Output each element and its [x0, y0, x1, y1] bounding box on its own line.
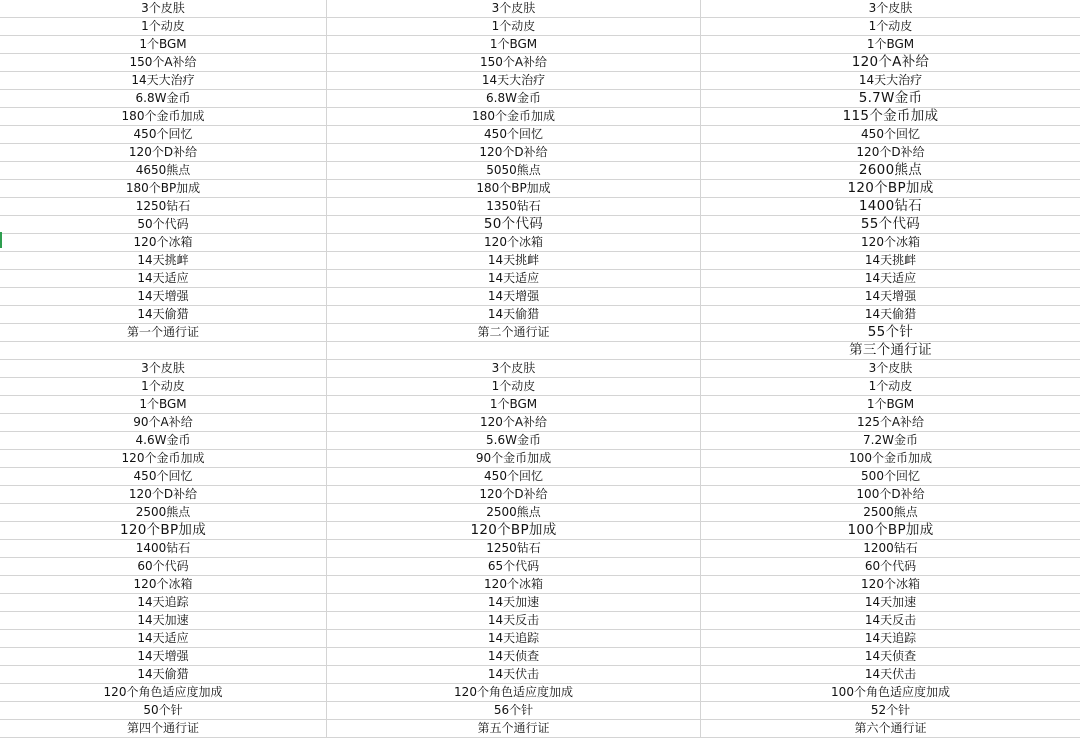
table-cell[interactable]: 60个代码: [0, 558, 327, 576]
table-cell[interactable]: 14天适应: [0, 270, 327, 288]
table-cell[interactable]: 90个A补给: [0, 414, 327, 432]
table-cell[interactable]: 50个代码: [0, 216, 327, 234]
table-cell[interactable]: 120个冰箱: [861, 235, 920, 249]
table-cell[interactable]: 120个D补给: [0, 486, 327, 504]
table-cell[interactable]: 5.6W金币: [327, 432, 701, 450]
table-cell[interactable]: 1350钻石: [327, 198, 701, 216]
table-row: [0, 576, 1080, 594]
table-cell[interactable]: 100个金币加成: [849, 451, 932, 465]
table-row: [0, 288, 1080, 306]
table-cell[interactable]: 14天大治疗: [0, 72, 327, 90]
table-cell[interactable]: 120个角色适应度加成: [0, 684, 327, 702]
table-cell[interactable]: 4650熊点: [0, 162, 327, 180]
table-row: [0, 378, 1080, 396]
table-cell[interactable]: 2500熊点: [863, 505, 918, 519]
table-cell[interactable]: 第三个通行证: [849, 342, 932, 358]
table-row: [0, 450, 1080, 468]
table-cell[interactable]: 120个BP加成: [0, 522, 327, 540]
table-cell[interactable]: 第五个通行证: [327, 720, 701, 738]
table-row: [0, 90, 1080, 108]
table-row: [0, 504, 1080, 522]
table-cell[interactable]: 120个D补给: [856, 145, 925, 159]
table-cell[interactable]: 3个皮肤: [327, 0, 701, 18]
table-cell[interactable]: 2500熊点: [327, 504, 701, 522]
table-cell[interactable]: 120个冰箱: [327, 576, 701, 594]
table-cell[interactable]: 500个回忆: [861, 469, 920, 483]
table-cell[interactable]: 1个BGM: [327, 36, 701, 54]
table-row: [0, 702, 1080, 720]
table-cell[interactable]: 14天适应: [864, 271, 917, 285]
table-cell[interactable]: 125个A补给: [856, 415, 925, 429]
table-row: [0, 540, 1080, 558]
table-row: [0, 234, 1080, 252]
table-row: [0, 612, 1080, 630]
table-cell[interactable]: 6.8W金币: [0, 90, 327, 108]
table-cell[interactable]: 1个动皮: [868, 19, 913, 33]
table-cell[interactable]: 14天加速: [327, 594, 701, 612]
table-cell[interactable]: 14天加速: [0, 612, 327, 630]
table-cell[interactable]: 1个BGM: [327, 396, 701, 414]
table-cell[interactable]: 3个皮肤: [868, 1, 913, 15]
table-cell[interactable]: 65个代码: [327, 558, 701, 576]
table-cell[interactable]: 120个冰箱: [327, 234, 701, 252]
table-row: [0, 36, 1080, 54]
table-cell[interactable]: 1个动皮: [327, 378, 701, 396]
table-cell[interactable]: 14天大治疗: [858, 73, 923, 87]
table-cell[interactable]: 1个动皮: [868, 379, 913, 393]
table-cell[interactable]: 100个角色适应度加成: [831, 685, 950, 699]
table-cell[interactable]: 14天增强: [864, 289, 917, 303]
table-cell[interactable]: 14天反击: [864, 613, 917, 627]
table-cell[interactable]: 14天伏击: [327, 666, 701, 684]
table-cell[interactable]: 3个皮肤: [868, 361, 913, 375]
table-row: [0, 648, 1080, 666]
table-cell[interactable]: 52个针: [870, 703, 911, 717]
table-row: [0, 594, 1080, 612]
table-cell[interactable]: 450个回忆: [861, 127, 920, 141]
table-row: [0, 666, 1080, 684]
table-cell[interactable]: 115个金币加成: [842, 108, 939, 124]
table-cell[interactable]: 180个金币加成: [327, 108, 701, 126]
table-cell[interactable]: 90个金币加成: [327, 450, 701, 468]
table-cell[interactable]: 3个皮肤: [0, 360, 327, 378]
table-row: [0, 414, 1080, 432]
table-row: [0, 198, 1080, 216]
table-cell[interactable]: 14天大治疗: [327, 72, 701, 90]
table-cell[interactable]: 14天挑衅: [0, 252, 327, 270]
table-cell[interactable]: 14天追踪: [864, 631, 917, 645]
table-cell[interactable]: 120个D补给: [0, 144, 327, 162]
table-cell[interactable]: 14天侦查: [327, 648, 701, 666]
table-cell[interactable]: 120个冰箱: [0, 576, 327, 594]
table-cell[interactable]: 55个针: [867, 324, 914, 340]
table-row: [0, 558, 1080, 576]
table-cell[interactable]: 5.7W金币: [858, 90, 923, 106]
table-cell[interactable]: 第一个通行证: [0, 324, 327, 342]
table-cell[interactable]: 14天偷猎: [864, 307, 917, 321]
table-cell[interactable]: 180个BP加成: [0, 180, 327, 198]
table-cell[interactable]: 14天伏击: [864, 667, 917, 681]
table-row: [0, 306, 1080, 324]
table-row: [0, 54, 1080, 72]
table-row: [0, 486, 1080, 504]
table-row: [0, 720, 1080, 738]
table-cell[interactable]: 14天偷猎: [0, 666, 327, 684]
table-cell[interactable]: 120个BP加成: [847, 180, 934, 196]
row-marker: [0, 232, 2, 248]
table-cell[interactable]: 120个冰箱: [861, 577, 920, 591]
table-row: [0, 252, 1080, 270]
table-cell[interactable]: 100个BP加成: [847, 522, 934, 538]
table-cell[interactable]: 7.2W金币: [863, 433, 918, 447]
table-cell[interactable]: 1250钻石: [327, 540, 701, 558]
table-cell[interactable]: 14天增强: [327, 288, 701, 306]
table-row: [0, 396, 1080, 414]
table-row: [0, 684, 1080, 702]
table-row: [0, 432, 1080, 450]
table-cell[interactable]: 2500熊点: [0, 504, 327, 522]
table-cell[interactable]: 1250钻石: [0, 198, 327, 216]
table-cell[interactable]: 120个D补给: [327, 486, 701, 504]
table-row: [0, 630, 1080, 648]
table-cell[interactable]: [327, 342, 701, 360]
table-row: [0, 0, 1080, 18]
table-row: [0, 216, 1080, 234]
table-row: [0, 360, 1080, 378]
table-cell[interactable]: 14天增强: [0, 648, 327, 666]
table-cell[interactable]: 150个A补给: [0, 54, 327, 72]
table-cell[interactable]: 5050熊点: [327, 162, 701, 180]
table-cell[interactable]: 60个代码: [864, 559, 917, 573]
table-cell[interactable]: 1个BGM: [866, 397, 915, 411]
table-cell[interactable]: 50个代码: [327, 216, 701, 234]
table-cell[interactable]: 450个回忆: [327, 126, 701, 144]
table-row: [0, 342, 1080, 360]
table-row: [0, 180, 1080, 198]
table-cell[interactable]: 1个BGM: [0, 36, 327, 54]
table-cell[interactable]: 1个动皮: [0, 18, 327, 36]
table-cell[interactable]: 450个回忆: [0, 468, 327, 486]
table-cell[interactable]: 450个回忆: [327, 468, 701, 486]
table-cell[interactable]: 120个D补给: [327, 144, 701, 162]
table-cell[interactable]: 1个BGM: [0, 396, 327, 414]
table-cell[interactable]: 14天加速: [864, 595, 917, 609]
table-cell[interactable]: 14天侦查: [864, 649, 917, 663]
table-cell[interactable]: 1400钻石: [858, 198, 923, 214]
table-cell[interactable]: 14天适应: [327, 270, 701, 288]
table-cell[interactable]: 3个皮肤: [0, 0, 327, 18]
table-cell[interactable]: 第二个通行证: [327, 324, 701, 342]
table-cell[interactable]: 6.8W金币: [327, 90, 701, 108]
table-cell[interactable]: 2600熊点: [858, 162, 923, 178]
table-row: [0, 72, 1080, 90]
table-cell[interactable]: 450个回忆: [0, 126, 327, 144]
table-cell[interactable]: 14天增强: [0, 288, 327, 306]
table-row: [0, 162, 1080, 180]
table-cell[interactable]: 150个A补给: [327, 54, 701, 72]
table-cell[interactable]: 180个BP加成: [327, 180, 701, 198]
table-cell[interactable]: 14天偷猎: [327, 306, 701, 324]
table-cell[interactable]: 1个BGM: [866, 37, 915, 51]
table-row: [0, 324, 1080, 342]
table-cell[interactable]: 1200钻石: [863, 541, 918, 555]
table-row: [0, 468, 1080, 486]
table-row: [0, 18, 1080, 36]
table-cell[interactable]: 120个金币加成: [0, 450, 327, 468]
table-cell[interactable]: 14天追踪: [0, 594, 327, 612]
table-cell[interactable]: 120个A补给: [327, 414, 701, 432]
table-cell[interactable]: 120个冰箱: [0, 234, 327, 252]
table-cell[interactable]: [0, 342, 327, 360]
table-cell[interactable]: 1个动皮: [327, 18, 701, 36]
table-cell[interactable]: 14天适应: [0, 630, 327, 648]
table-row: [0, 108, 1080, 126]
table-cell[interactable]: 14天反击: [327, 612, 701, 630]
table-row: [0, 270, 1080, 288]
table-row: [0, 144, 1080, 162]
table-cell[interactable]: 4.6W金币: [0, 432, 327, 450]
table-cell[interactable]: 55个代码: [860, 216, 921, 232]
table-cell[interactable]: 56个针: [327, 702, 701, 720]
table-cell[interactable]: 14天挑衅: [864, 253, 917, 267]
table-row: [0, 522, 1080, 540]
table-cell[interactable]: 120个角色适应度加成: [327, 684, 701, 702]
table-cell[interactable]: 120个A补给: [851, 54, 930, 70]
table-cell[interactable]: 第六个通行证: [854, 721, 927, 735]
table-cell[interactable]: 50个针: [0, 702, 327, 720]
table-cell[interactable]: 第四个通行证: [0, 720, 327, 738]
table-cell[interactable]: 14天挑衅: [327, 252, 701, 270]
table-cell[interactable]: 180个金币加成: [0, 108, 327, 126]
table-cell[interactable]: 120个BP加成: [327, 522, 701, 540]
table-cell[interactable]: 14天追踪: [327, 630, 701, 648]
table-cell[interactable]: 3个皮肤: [327, 360, 701, 378]
table-cell[interactable]: 1个动皮: [0, 378, 327, 396]
table-cell[interactable]: 14天偷猎: [0, 306, 327, 324]
table-cell[interactable]: 100个D补给: [856, 487, 925, 501]
table-row: [0, 126, 1080, 144]
table-cell[interactable]: 1400钻石: [0, 540, 327, 558]
